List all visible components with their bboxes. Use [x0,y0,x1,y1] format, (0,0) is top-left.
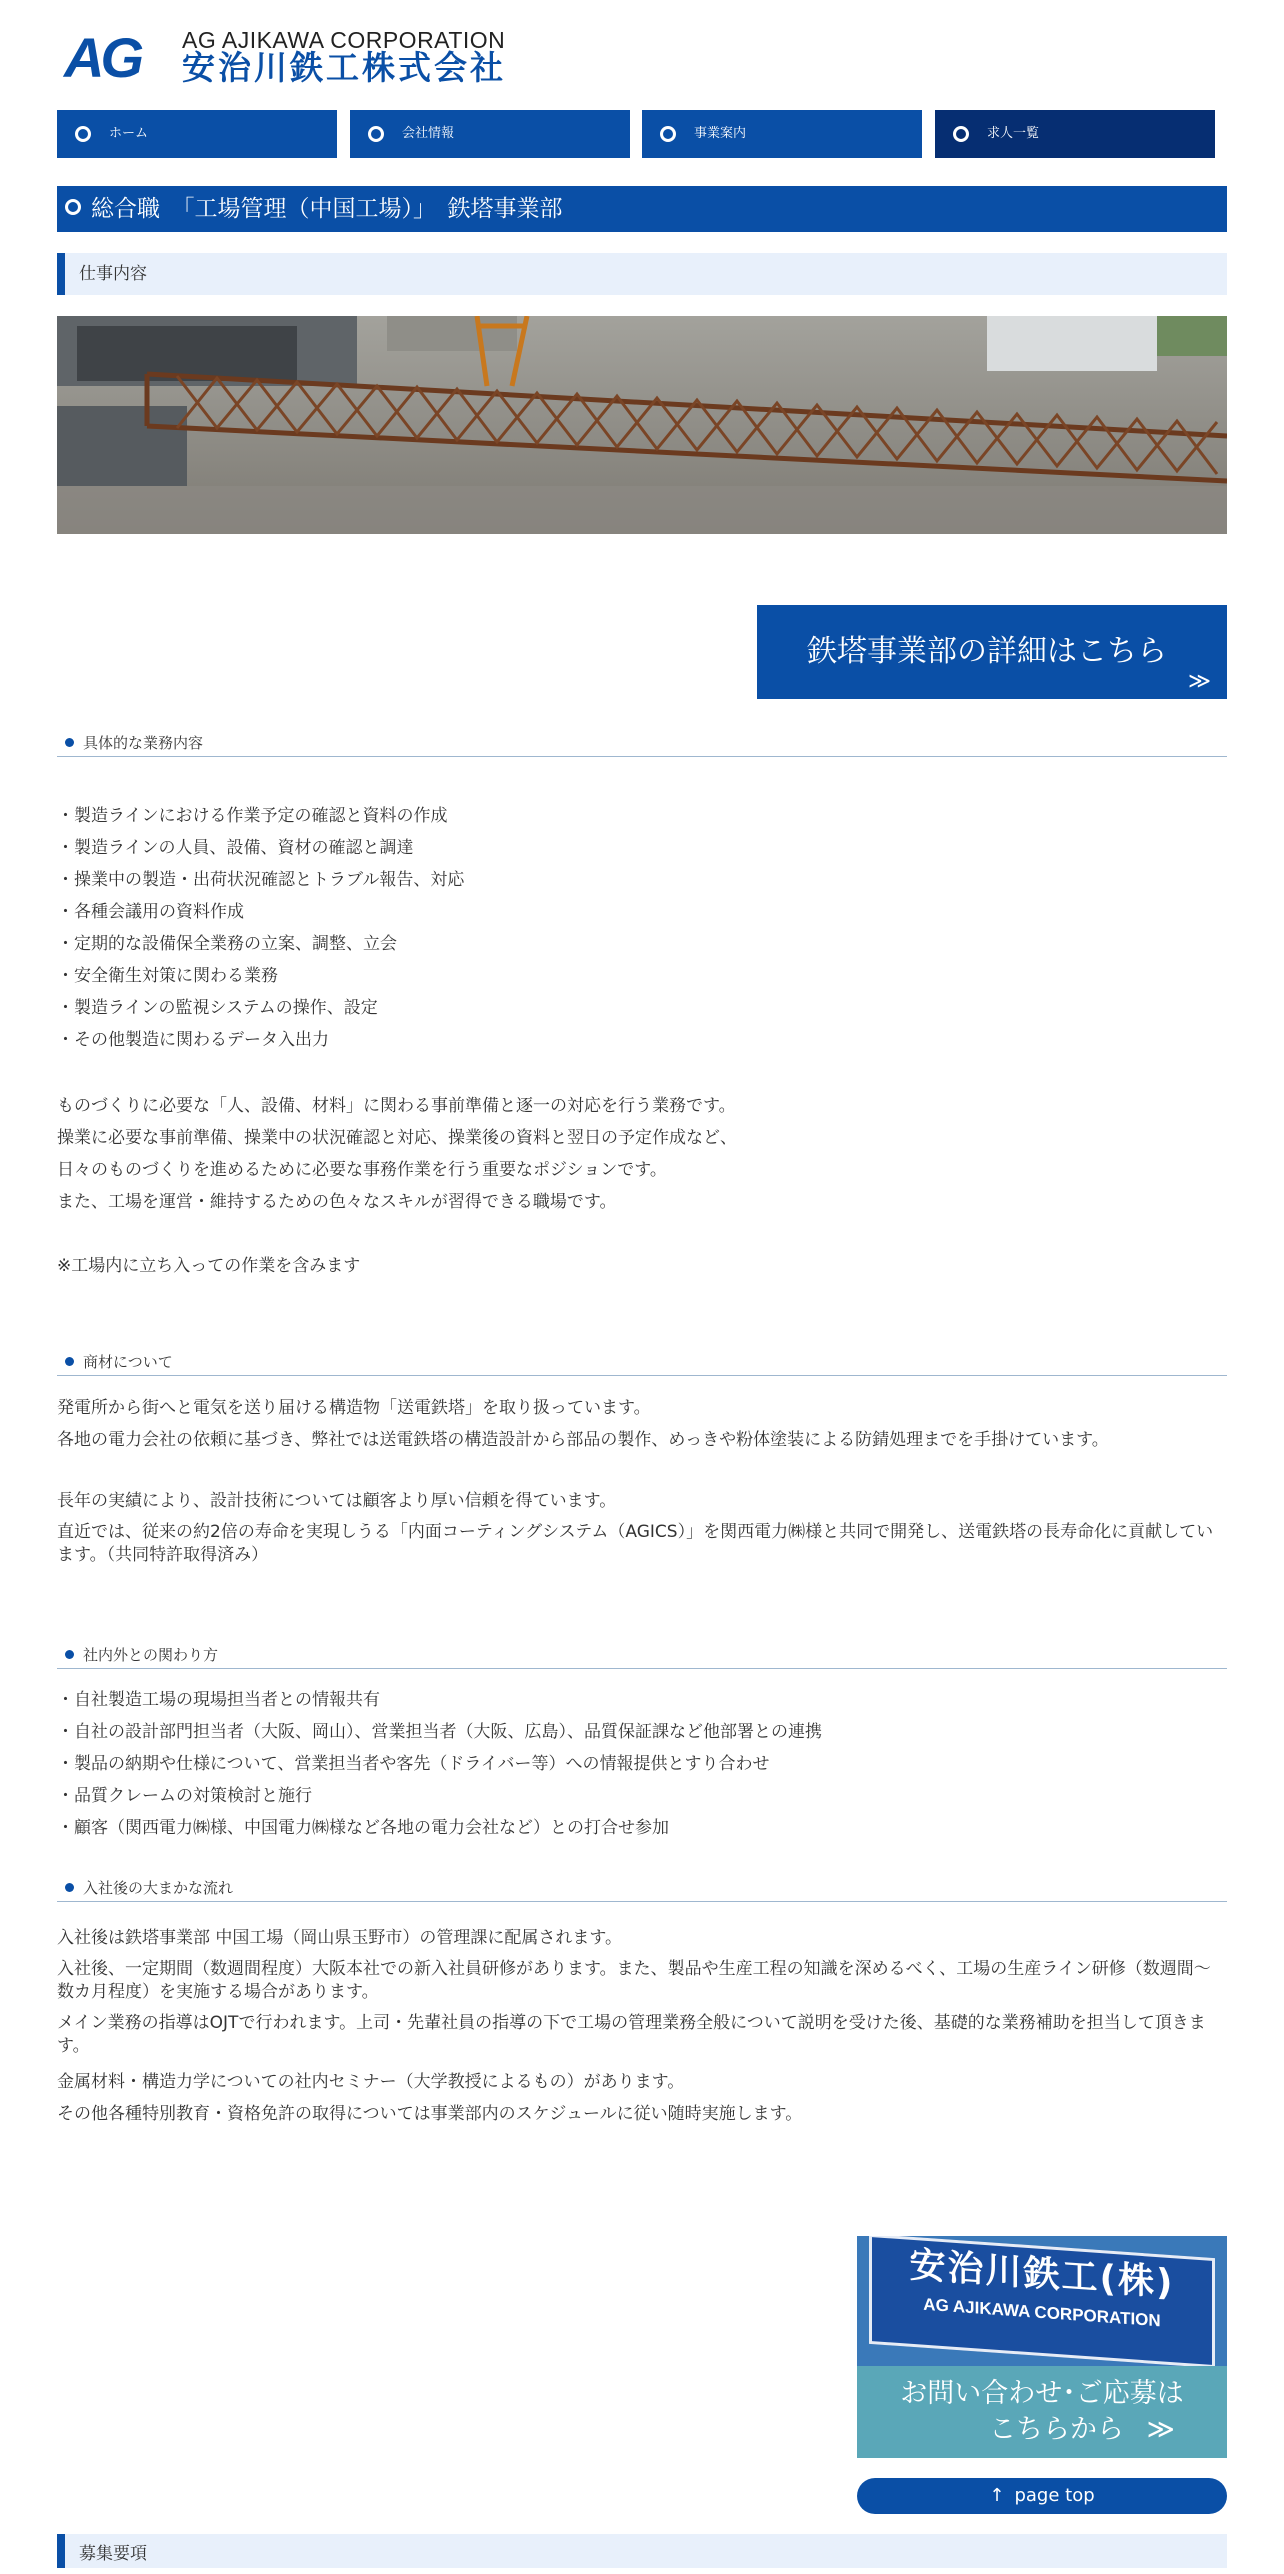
section-heading-text: 募集要項 [79,2544,147,2564]
company-signboard [869,2236,1215,2368]
contact-apply-banner[interactable] [857,2236,1227,2458]
list-item: ・安全衛生対策に関わる業務 [57,966,278,986]
paragraph-line: また、工場を運営・維持するための色々なスキルが習得できる職場です。 [57,1192,617,1212]
double-chevron-right-icon: ≫ [1187,669,1205,694]
dot-bullet-icon [65,1650,74,1659]
dot-bullet-icon [65,738,74,747]
duties-list [57,800,1227,1056]
dot-bullet-icon [65,1357,74,1366]
page-top-label: page top [1014,2485,1095,2506]
paragraph-line: 金属材料・構造力学についての社内セミナー（大学教授によるもの）があります。 [57,2072,685,2092]
tower-division-detail-button[interactable] [757,605,1227,699]
subheading-text: 入社後の大まかな流れ [83,1879,234,1897]
list-item: ・製造ラインの人員、設備、資材の確認と調達 [57,838,414,858]
list-item: ・操業中の製造・出荷状況確認とトラブル報告、対応 [57,870,465,890]
subheading-duties [57,733,1227,757]
list-item: ・品質クレームの対策検討と施行 [57,1786,312,1806]
note-text: ※工場内に立ち入っての作業を含みます [57,1256,361,1276]
list-item: ・顧客（関西電力㈱様、中国電力㈱様など各地の電力会社など）との打合せ参加 [57,1818,669,1838]
paragraph-line: 発電所から街へと電気を送り届ける構造物「送電鉄塔」を取り扱っています。 [57,1398,651,1418]
company-name-en: AG AJIKAWA CORPORATION [182,27,506,53]
nav-item-business[interactable] [642,110,922,158]
paragraph-line: 日々のものづくりを進めるために必要な事務作業を行う重要なポジションです。 [57,1160,667,1180]
factory-photo [57,316,1227,534]
relations-list [57,1684,1227,1844]
signboard-jp: 安治川鉄工(株) [909,2244,1175,2305]
circle-bullet-icon [75,126,91,142]
list-item: ・製造ラインにおける作業予定の確認と資料の作成 [57,806,448,826]
dot-bullet-icon [65,1883,74,1892]
nav-item-label: 求人一覧 [987,126,1040,141]
company-name-jp: 安治川鉄工株式会社 [182,48,506,87]
circle-bullet-icon [660,126,676,142]
circle-bullet-icon [65,199,81,215]
nav-item-label: 事業案内 [694,126,747,141]
duties-description [57,1090,1227,1218]
contact-cta-line1: お問い合わせ･ご応募は [900,2378,1184,2409]
subheading-text: 商材について [83,1353,173,1371]
list-item: ・その他製造に関わるデータ入出力 [57,1030,329,1050]
list-item: ・定期的な設備保全業務の立案、調整、立会 [57,934,397,954]
list-item: ・製品の納期や仕様について、営業担当者や客先（ドライバー等）への情報提供とすり合わせ [57,1754,770,1774]
section-heading-text: 仕事内容 [79,264,147,284]
section-heading-recruit [57,2534,1227,2568]
contact-cta [857,2366,1227,2458]
section-heading-job [57,253,1227,295]
list-item: ・自社の設計部門担当者（大阪、岡山）、営業担当者（大阪、広島）、品質保証課など他部署との連携 [57,1722,822,1742]
paragraph-line: ものづくりに必要な「人、設備、材料」に関わる事前準備と逐一の対応を行う業務です。 [57,1096,736,1116]
duties-note [57,1250,1227,1282]
contact-cta-line2-row [857,2412,1227,2448]
nav-item-home[interactable] [57,110,337,158]
logo-mark: AG [64,26,140,89]
paragraph-line: 操業に必要な事前準備、操業中の状況確認と対応、操業後の資料と翌日の予定作成など、 [57,1128,737,1148]
global-nav [57,110,1215,158]
subheading-relations [57,1645,1227,1669]
page-top-button[interactable] [857,2478,1227,2514]
contact-cta-line2: こちらから [989,2414,1125,2445]
nav-item-company[interactable] [350,110,630,158]
products-text-b [57,1485,1227,1567]
list-item: ・製造ラインの監視システムの操作、設定 [57,998,378,1018]
products-text-a [57,1392,1227,1456]
paragraph-line: 各地の電力会社の依頼に基づき、弊社では送電鉄塔の構造設計から部品の製作、めっきや粉体塗装による防錆処理までを手掛けています。 [57,1430,1109,1450]
nav-item-label: 会社情報 [402,126,455,141]
circle-bullet-icon [368,126,384,142]
company-logo[interactable] [64,26,544,89]
signboard-en: AG AJIKAWA CORPORATION [923,2294,1161,2331]
paragraph-line: 直近では、従来の約2倍の寿命を実現しうる「内面コーティングシステム（AGICS）」を関西電力㈱様と共同で開発し、送電鉄塔の長寿命化に貢献しています。（共同特許取得済み） [57,1522,1214,1565]
paragraph-line: その他各種特別教育・資格免許の取得については事業部内のスケジュールに従い随時実施します。 [57,2104,803,2124]
nav-item-jobs[interactable] [935,110,1215,158]
double-chevron-right-icon: ≫ [1146,2414,1175,2445]
subheading-text: 社内外との関わり方 [83,1646,219,1664]
subheading-text: 具体的な業務内容 [83,734,204,752]
factory-photo-graphic [57,316,1227,534]
subheading-flow [57,1878,1227,1902]
subheading-products [57,1352,1227,1376]
list-item: ・各種会議用の資料作成 [57,902,244,922]
paragraph-line: メイン業務の指導はOJTで行われます。上司・先輩社員の指導の下で工場の管理業務全般について説明を受けた後、基礎的な業務補助を担当して頂きます。 [57,2013,1206,2056]
circle-bullet-icon [953,126,969,142]
arrow-up-icon: ↑ [989,2485,1005,2506]
flow-text [57,1922,1227,2130]
paragraph-line: 長年の実績により、設計技術については顧客より厚い信頼を得ています。 [57,1491,617,1511]
list-item: ・自社製造工場の現場担当者との情報共有 [57,1690,380,1710]
detail-button-label: 鉄塔事業部の詳細はこちら [807,634,1167,669]
paragraph-line: 入社後、一定期間（数週間程度）大阪本社での新入社員研修があります。また、製品や生産工程の知識を深めるべく、工場の生産ライン研修（数週間～数カ月程度）を実施する場合があります。 [57,1959,1211,2002]
nav-item-label: ホーム [109,126,149,141]
page-title [57,186,1227,232]
page-title-text: 総合職 「工場管理（中国工場）」 鉄塔事業部 [91,196,563,222]
paragraph-line: 入社後は鉄塔事業部 中国工場（岡山県玉野市）の管理課に配属されます。 [57,1928,623,1948]
